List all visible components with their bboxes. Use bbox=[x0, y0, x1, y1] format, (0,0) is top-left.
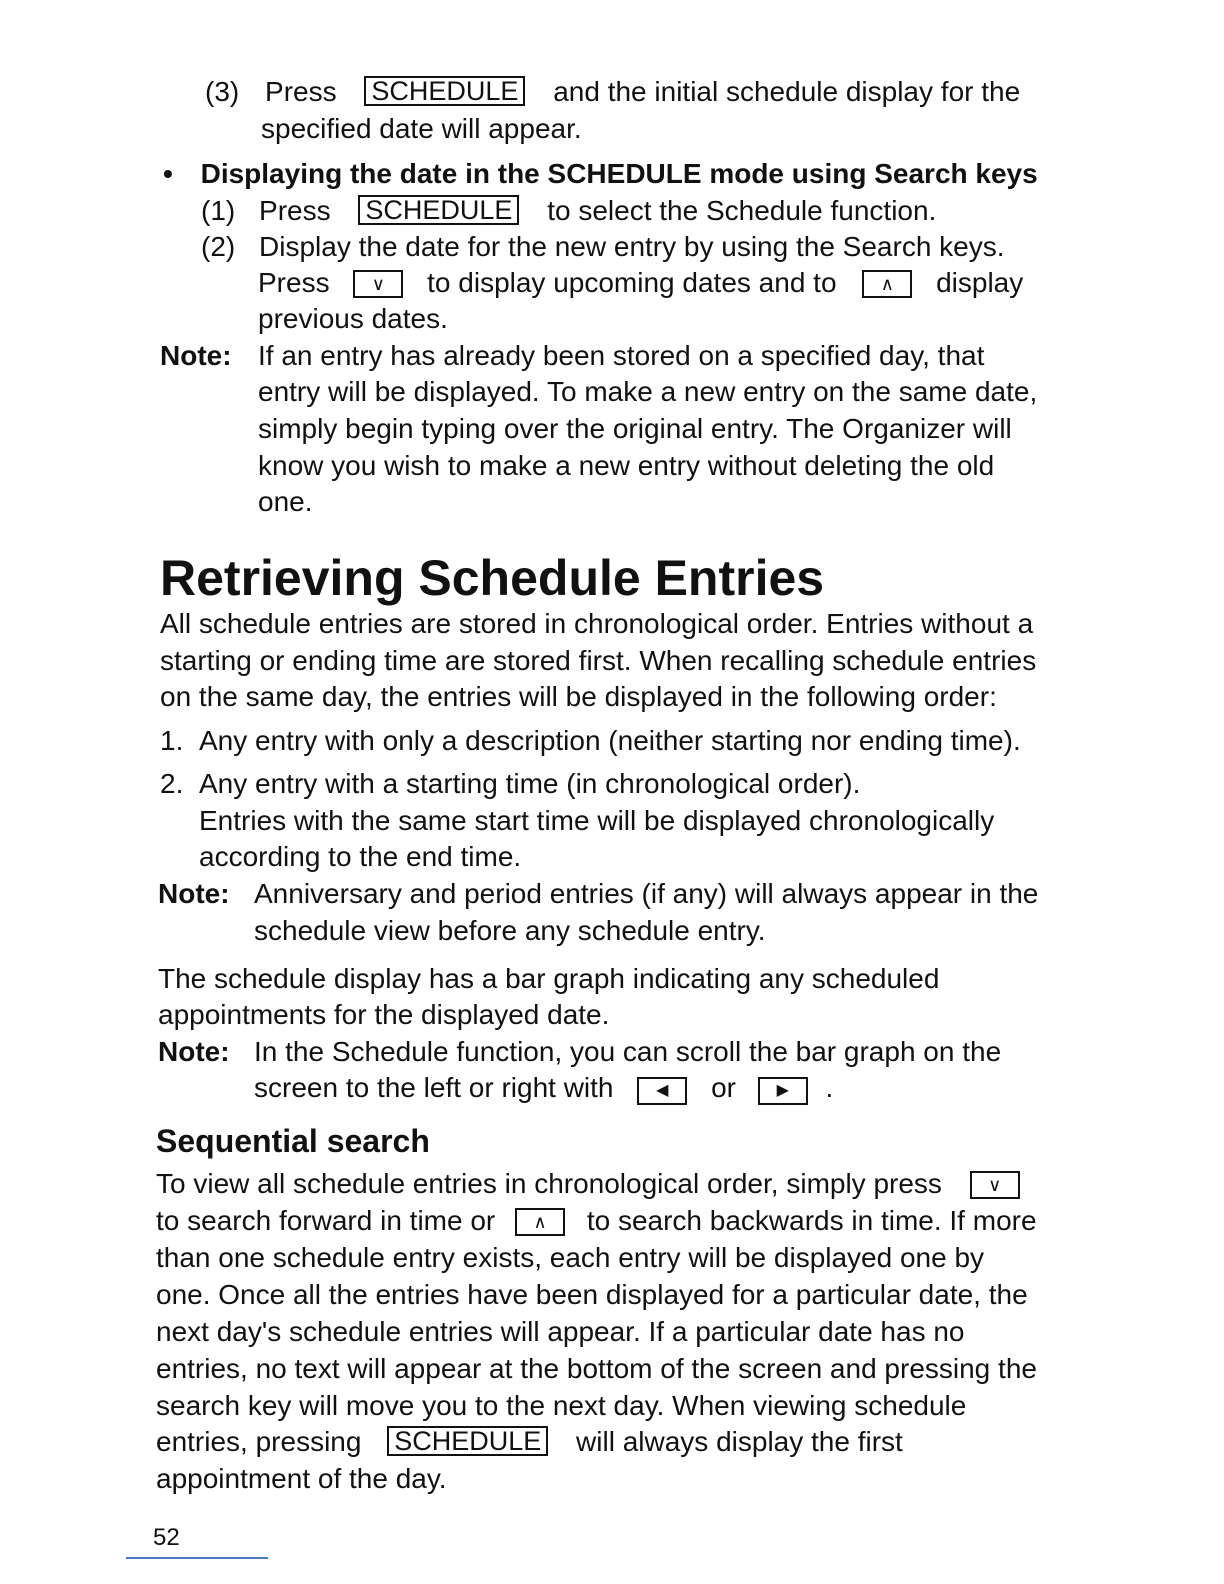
list-item-2-text: according to the end time. bbox=[199, 841, 522, 872]
list-number: 2. bbox=[160, 768, 184, 799]
list-number: 1. bbox=[160, 725, 184, 756]
step3-line bbox=[205, 74, 1020, 110]
up-arrow-key-icon: ∧ bbox=[862, 270, 912, 298]
seq-line: one. Once all the entries have been displayed for a particular date, the bbox=[156, 1279, 1028, 1310]
period: . bbox=[825, 1072, 834, 1103]
note2-text: screen to the left or right with bbox=[254, 1072, 614, 1103]
seq-text: to search forward in time or bbox=[156, 1205, 496, 1236]
search-heading bbox=[163, 156, 1038, 192]
schedule-key: SCHEDULE bbox=[364, 76, 525, 106]
step2-mid: to display upcoming dates and to bbox=[427, 267, 837, 298]
list-item-1-text: Any entry with only a description (neither starting nor ending time). bbox=[199, 725, 1021, 756]
seq-line: appointment of the day. bbox=[156, 1463, 447, 1494]
step-number: (1) bbox=[201, 195, 236, 226]
search-step1 bbox=[201, 193, 936, 229]
note-line: simply begin typing over the original entry. The Organizer will bbox=[258, 413, 1012, 444]
bar-graph-para: The schedule display has a bar graph indicating any scheduled bbox=[158, 963, 940, 994]
intro-line: starting or ending time are stored first. When recalling schedule entries bbox=[160, 645, 1037, 676]
press-text: Press bbox=[259, 195, 331, 226]
seq-text: entries, pressing bbox=[156, 1426, 362, 1457]
note-label: Note: bbox=[160, 340, 232, 371]
note-line: In the Schedule function, you can scroll the bar graph on the bbox=[254, 1036, 1002, 1067]
note-line: Anniversary and period entries (if any) will always appear in the bbox=[254, 878, 1039, 909]
press-text: Press bbox=[258, 267, 330, 298]
seq-text: to search backwards in time. If more bbox=[586, 1205, 1037, 1236]
schedule-key: SCHEDULE bbox=[358, 195, 519, 225]
note-label: Note: bbox=[158, 878, 230, 909]
step2-text: Display the date for the new entry by using the Search keys. bbox=[259, 231, 1005, 262]
right-arrow-key-icon: ▶ bbox=[758, 1077, 808, 1105]
page-number: 52 bbox=[153, 1524, 180, 1551]
seq-line: search key will move you to the next day. When viewing schedule bbox=[156, 1390, 967, 1421]
bar-graph-para: appointments for the displayed date. bbox=[158, 999, 610, 1030]
intro-line: on the same day, the entries will be displayed in the following order: bbox=[160, 681, 997, 712]
list-item-2 bbox=[160, 766, 183, 802]
search-step2-keys bbox=[258, 265, 1023, 301]
step-number: (3) bbox=[205, 76, 240, 107]
seq-line bbox=[156, 1166, 1024, 1202]
note-label: Note: bbox=[158, 1036, 230, 1067]
seq-line: entries, no text will appear at the bottom of the screen and pressing the bbox=[156, 1353, 1037, 1384]
step-number: (2) bbox=[201, 231, 236, 262]
search-step2 bbox=[201, 229, 1005, 265]
seq-text: will always display the first bbox=[576, 1426, 903, 1457]
down-arrow-key-icon: ∨ bbox=[970, 1171, 1020, 1199]
or-text: or bbox=[711, 1072, 736, 1103]
search-step2-line3: previous dates. bbox=[258, 303, 448, 334]
schedule-key: SCHEDULE bbox=[387, 1426, 548, 1456]
bullet: • bbox=[163, 158, 173, 189]
list-item-2-text: Any entry with a starting time (in chronological order). bbox=[199, 768, 861, 799]
seq-line bbox=[156, 1203, 1037, 1239]
section-title: Retrieving Schedule Entries bbox=[160, 550, 825, 606]
search-heading-text: Displaying the date in the SCHEDULE mode using Search keys bbox=[200, 158, 1038, 189]
note-line-keys bbox=[254, 1070, 833, 1106]
step3-line2: specified date will appear. bbox=[261, 113, 582, 144]
note-line: If an entry has already been stored on a specified day, that bbox=[258, 340, 985, 371]
note-line: entry will be displayed. To make a new entry on the same date, bbox=[258, 376, 1038, 407]
seq-line bbox=[156, 1424, 903, 1460]
intro-line: All schedule entries are stored in chronological order. Entries without a bbox=[160, 608, 1034, 639]
footer-rule bbox=[126, 1557, 268, 1559]
seq-line: than one schedule entry exists, each entry will be displayed one by bbox=[156, 1242, 985, 1273]
down-arrow-key-icon: ∨ bbox=[353, 270, 403, 298]
list-item-1 bbox=[160, 723, 183, 759]
note-line: one. bbox=[258, 486, 313, 517]
list-item-2-text: Entries with the same start time will be displayed chronologically bbox=[199, 805, 995, 836]
left-arrow-key-icon: ◀ bbox=[637, 1077, 687, 1105]
seq-line: next day's schedule entries will appear. If a particular date has no bbox=[156, 1316, 965, 1347]
press-text: Press bbox=[265, 76, 337, 107]
step2-end: display bbox=[936, 267, 1024, 298]
up-arrow-key-icon: ∧ bbox=[515, 1208, 565, 1236]
note-line: schedule view before any schedule entry. bbox=[254, 915, 766, 946]
step1-tail: to select the Schedule function. bbox=[547, 195, 937, 226]
seq-text: To view all schedule entries in chronological order, simply press bbox=[156, 1168, 942, 1199]
subsection-title: Sequential search bbox=[156, 1123, 430, 1159]
note-line: know you wish to make a new entry without deleting the old bbox=[258, 450, 995, 481]
step3-tail: and the initial schedule display for the bbox=[553, 76, 1021, 107]
